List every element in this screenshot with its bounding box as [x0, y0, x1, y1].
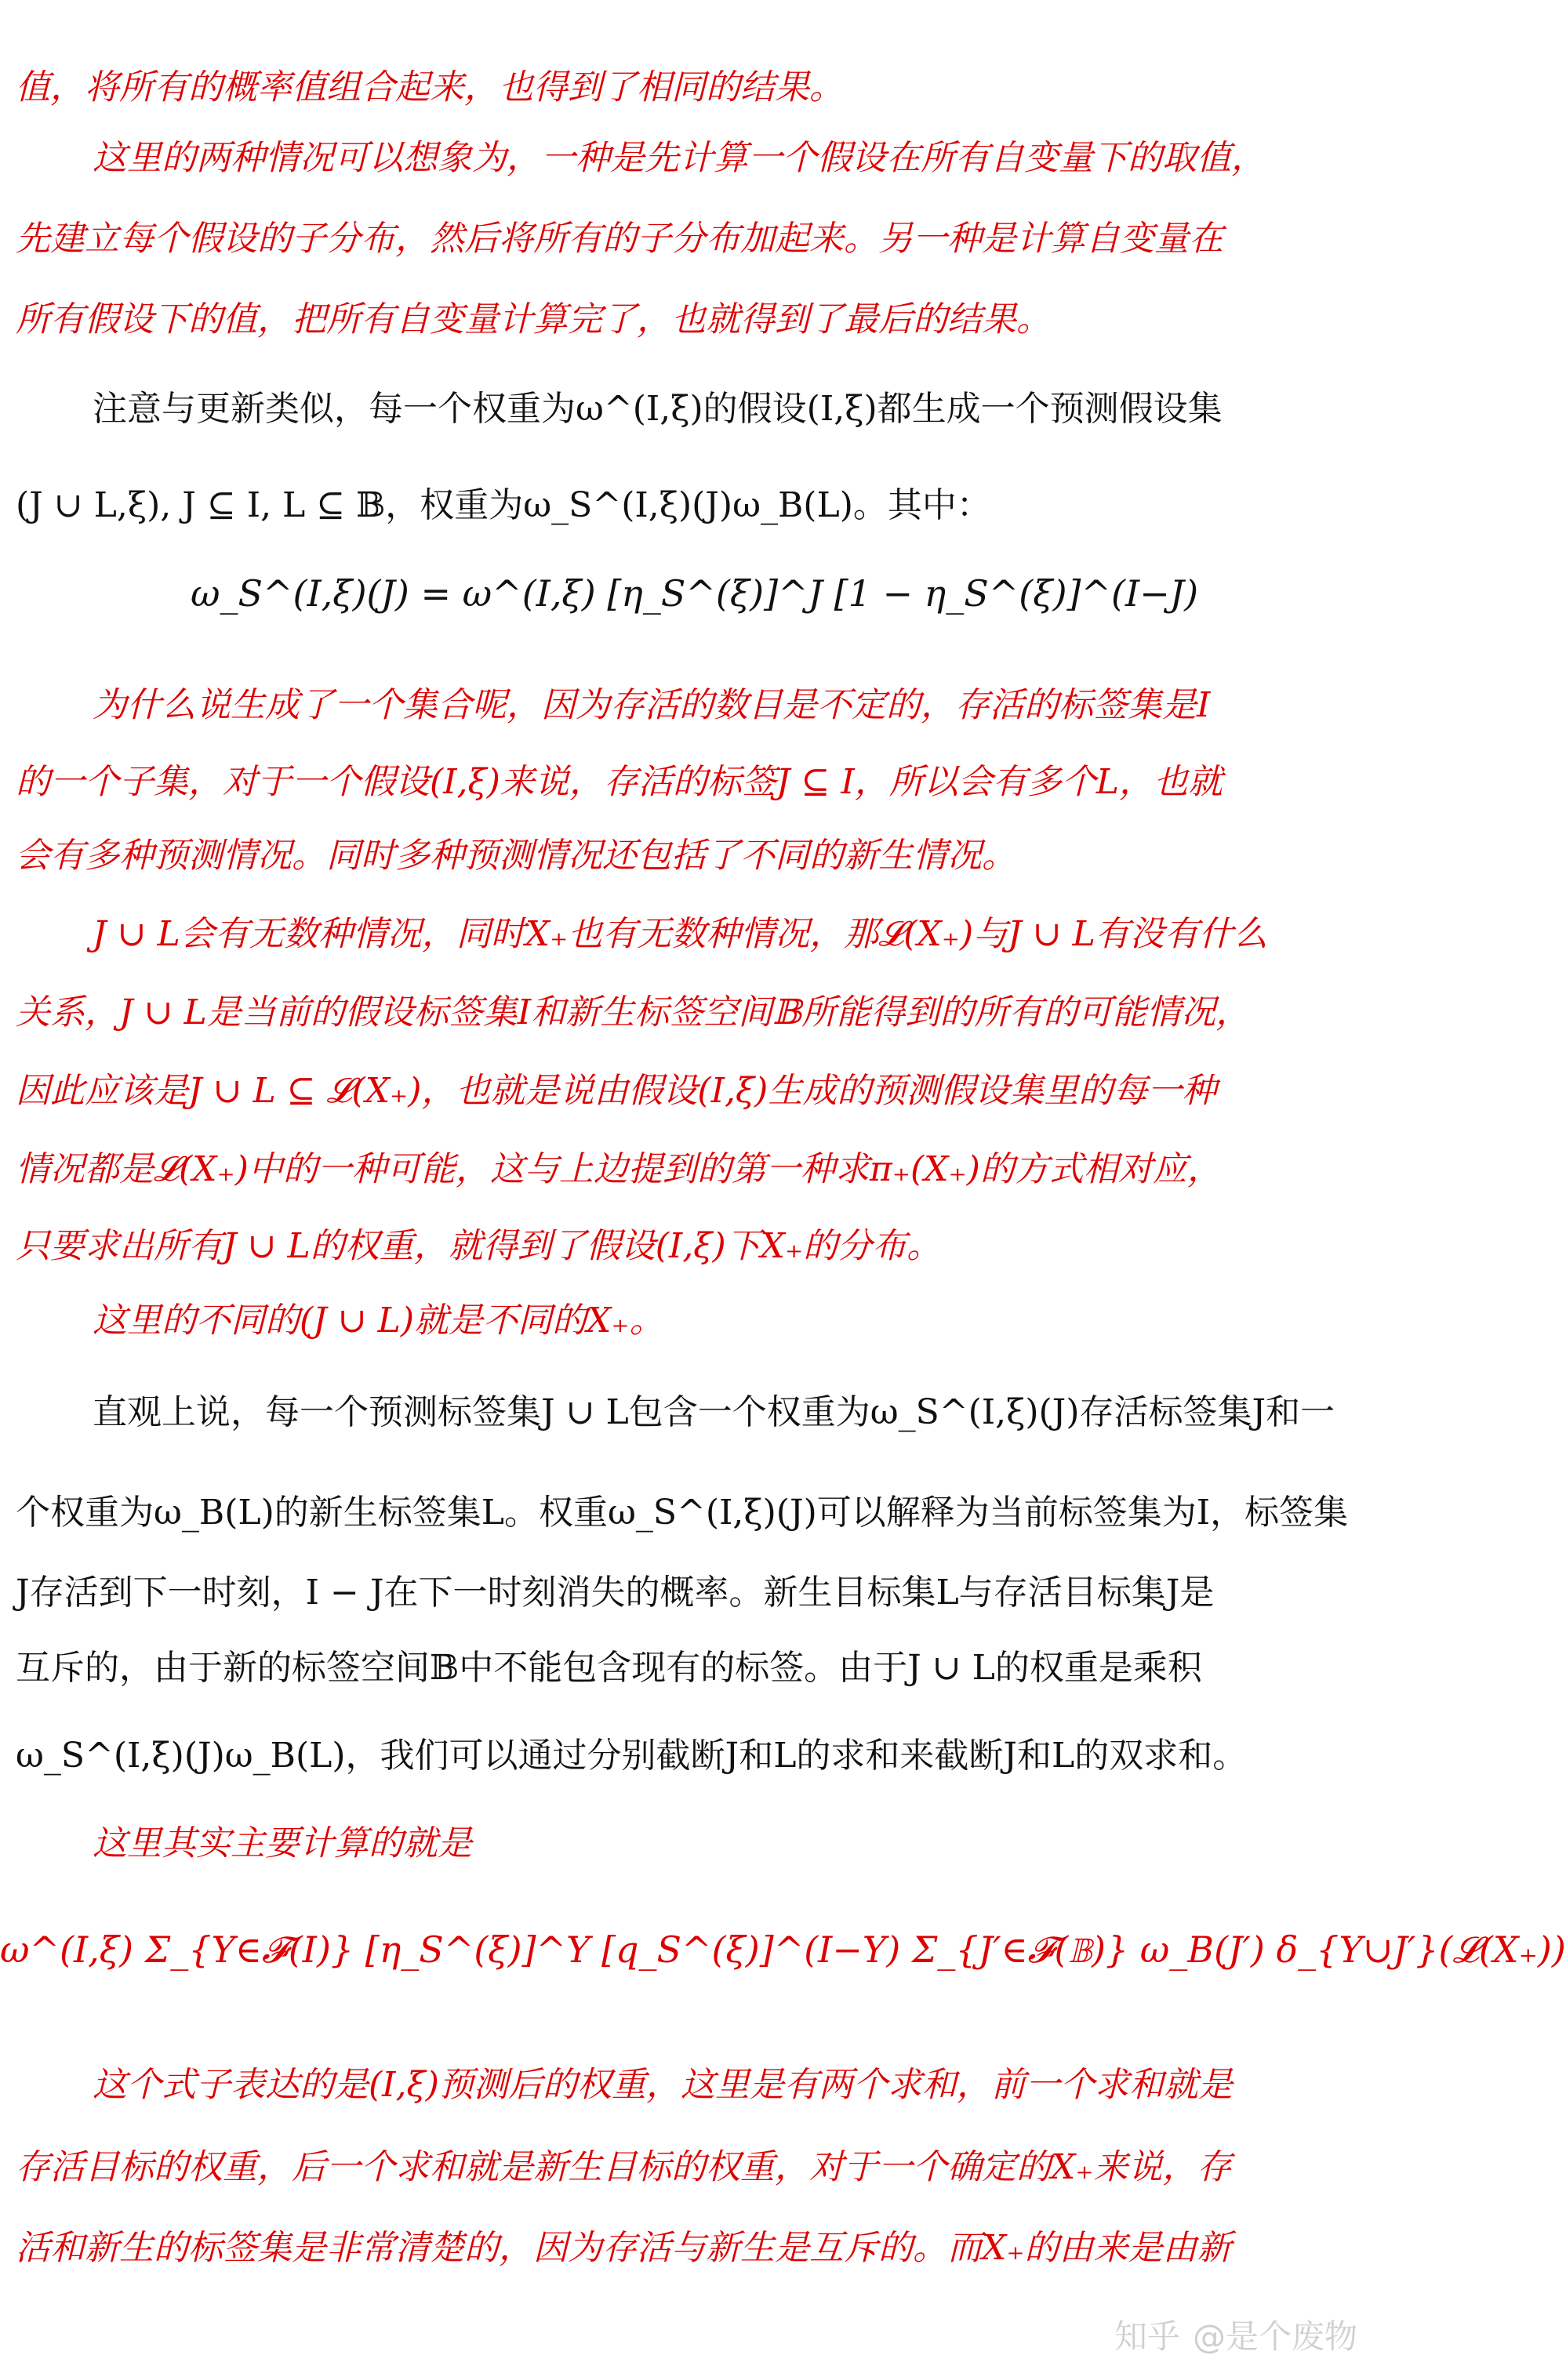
paragraph-line: 个权重为ω_B(L)的新生标签集L。权重ω_S^(I,ξ)(J)可以解释为当前标签集为I，标签集 [16, 1493, 1349, 1533]
paragraph-line: ω_S^(I,ξ)(J)ω_B(L)，我们可以通过分别截断J和L的求和来截断J和L的双求和。 [16, 1736, 1248, 1776]
paragraph-line: 因此应该是J ∪ L ⊆ 𝓛(X₊)，也就是说由假设(I,ξ)生成的预测假设集里的每一种 [16, 1071, 1217, 1111]
paragraph-line: 值，将所有的概率值组合起来，也得到了相同的结果。 [16, 67, 844, 107]
paragraph-line: 先建立每个假设的子分布，然后将所有的子分布加起来。另一种是计算自变量在 [16, 219, 1223, 259]
watermark-author: @是个废物 [1192, 2317, 1357, 2356]
paragraph-line: 情况都是𝓛(X₊)中的一种可能，这与上边提到的第一种求π₊(X₊)的方式相对应， [16, 1149, 1222, 1189]
paragraph-line: J ∪ L会有无数种情况，同时X₊也有无数种情况，那𝓛(X₊)与J ∪ L有没有什么 [93, 914, 1268, 954]
paragraph-line: 为什么说生成了一个集合呢，因为存活的数目是不定的，存活的标签集是I [93, 685, 1211, 725]
paragraph-line: 存活目标的权重，后一个求和就是新生目标的权重，对于一个确定的X₊来说，存 [16, 2147, 1232, 2187]
paragraph-line: 互斥的，由于新的标签空间𝔹中不能包含现有的标签。由于J ∪ L的权重是乘积 [16, 1648, 1202, 1688]
paragraph-line: 这里的不同的(J ∪ L)就是不同的X₊。 [93, 1301, 664, 1341]
equation-predicted-weight: ω^(I,ξ) Σ_{Y∈𝓕(I)} [η_S^(ξ)]^Y [q_S^(ξ)]^(I−Y) Σ_{J′∈𝓕(𝔹)} ω_B(J′) δ_{Y∪J′}(𝓛(X₊)) [0, 1928, 1566, 1971]
paragraph-line: 这里的两种情况可以想象为，一种是先计算一个假设在所有自变量下的取值， [93, 138, 1266, 178]
paragraph-line: J存活到下一时刻，I − J在下一时刻消失的概率。新生目标集L与存活目标集J是 [16, 1573, 1215, 1613]
paragraph-line: 注意与更新类似，每一个权重为ω^(I,ξ)的假设(I,ξ)都生成一个预测假设集 [93, 389, 1223, 429]
paragraph-line: 的一个子集，对于一个假设(I,ξ)来说，存活的标签J ⊆ I，所以会有多个L，也就 [16, 762, 1223, 802]
paragraph-line: 直观上说，每一个预测标签集J ∪ L包含一个权重为ω_S^(I,ξ)(J)存活标签集J和一 [93, 1392, 1335, 1432]
watermark [1114, 2311, 1357, 2358]
paragraph-line: 这里其实主要计算的就是 [93, 1823, 472, 1863]
paragraph-line: 这个式子表达的是(I,ξ)预测后的权重，这里是有两个求和，前一个求和就是 [93, 2065, 1233, 2105]
paragraph-line: (J ∪ L,ξ), J ⊆ I, L ⊆ 𝔹，权重为ω_S^(I,ξ)(J)ω_B(L)。其中： [16, 485, 991, 525]
paragraph-line: 只要求出所有J ∪ L的权重，就得到了假设(I,ξ)下X₊的分布。 [16, 1226, 942, 1266]
paragraph-line: 活和新生的标签集是非常清楚的，因为存活与新生是互斥的。而X₊的由来是由新 [16, 2228, 1232, 2268]
paragraph-line: 所有假设下的值，把所有自变量计算完了，也就得到了最后的结果。 [16, 299, 1051, 339]
paragraph-line: 关系，J ∪ L是当前的假设标签集I和新生标签空间𝔹所能得到的所有的可能情况， [16, 992, 1251, 1032]
equation-survival-weight: ω_S^(I,ξ)(J) = ω^(I,ξ) [η_S^(ξ)]^J [1 − η_S^(ξ)]^(I−J) [190, 572, 1199, 615]
watermark-site: 知乎 [1114, 2317, 1180, 2356]
paragraph-line: 会有多种预测情况。同时多种预测情况还包括了不同的新生情况。 [16, 836, 1016, 876]
